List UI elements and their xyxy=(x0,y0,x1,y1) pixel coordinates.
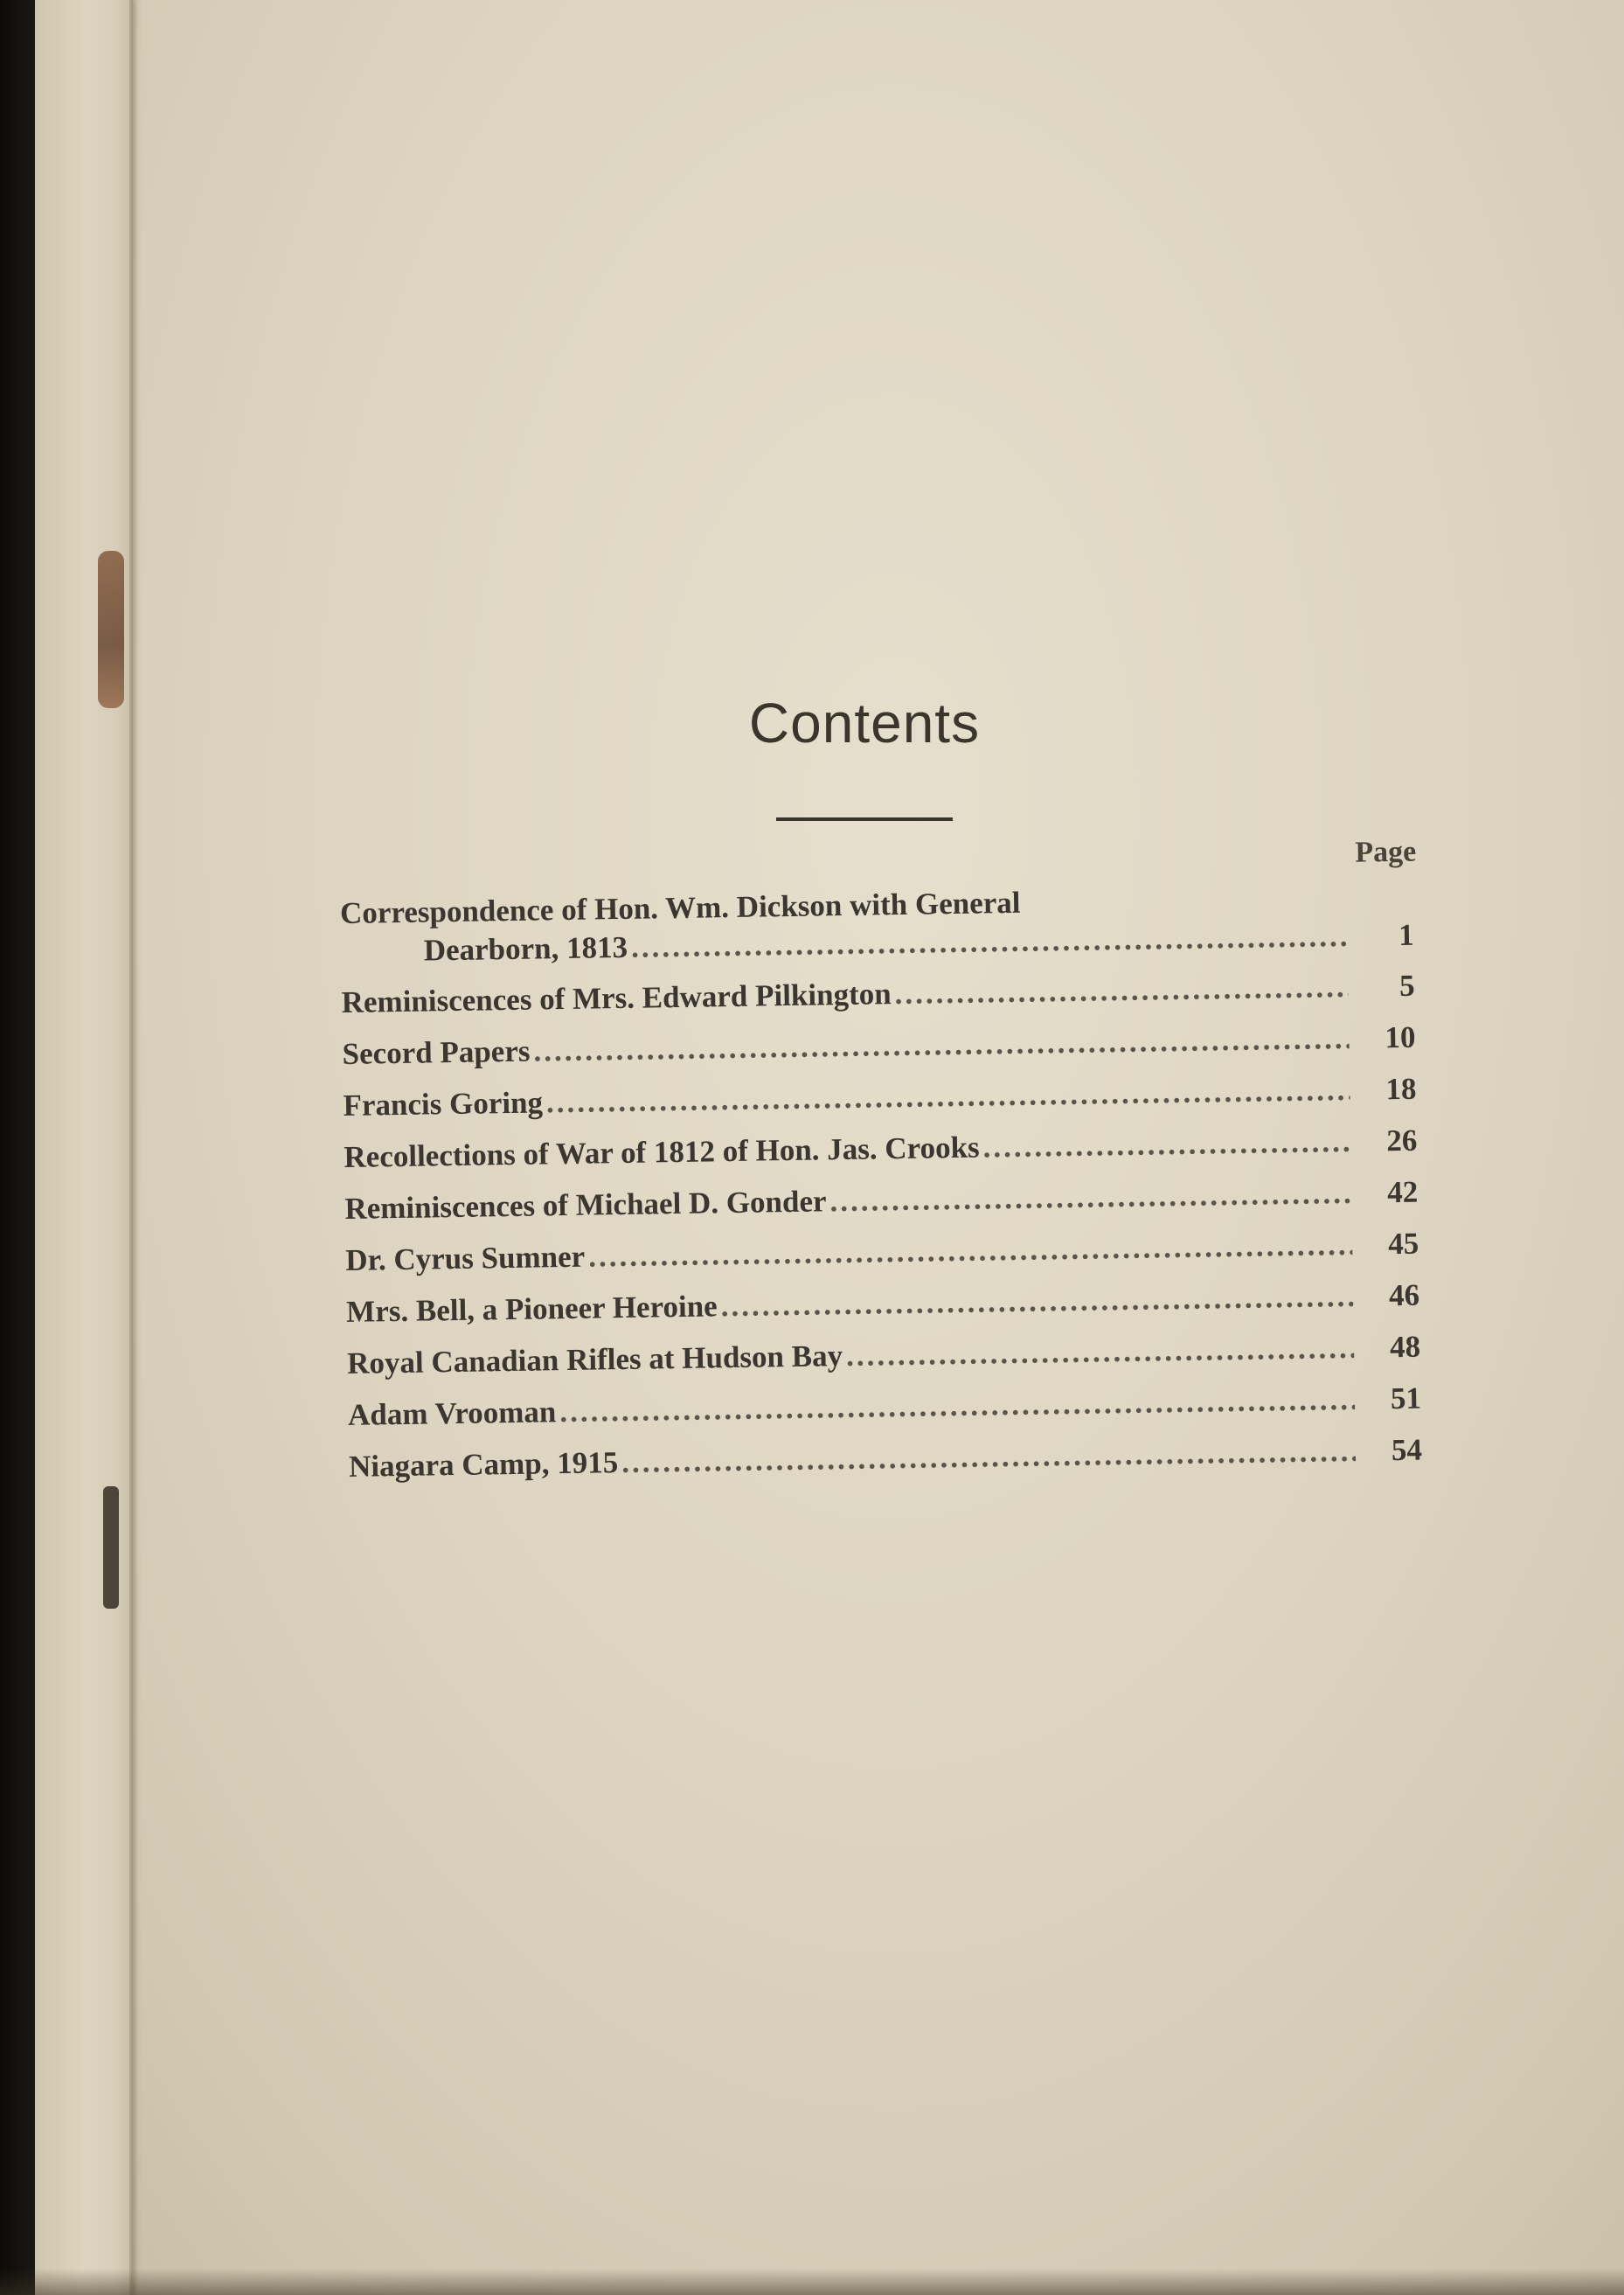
toc-entry xyxy=(343,1070,1417,1125)
toc-entry xyxy=(347,1328,1421,1383)
torn-flyleaf-edge xyxy=(35,0,133,2295)
toc-entry xyxy=(341,967,1415,1022)
toc-entry-page: 51 xyxy=(1390,1380,1422,1416)
page-column-header: Page xyxy=(1354,835,1417,869)
gutter-shadow xyxy=(129,0,138,2295)
toc-entry xyxy=(349,1431,1423,1486)
toc-entry-title: Reminiscences of Michael D. Gonder xyxy=(344,1184,827,1226)
toc-entry-title: Reminiscences of Mrs. Edward Pilkington xyxy=(341,977,892,1019)
dot-leader xyxy=(720,1277,1353,1325)
dot-leader xyxy=(546,1071,1350,1122)
toc-entry-page: 45 xyxy=(1387,1226,1419,1262)
toc-entry-page: 48 xyxy=(1389,1329,1421,1365)
rust-stain xyxy=(98,551,124,708)
toc-entry-page: 5 xyxy=(1398,968,1415,1003)
toc-entry xyxy=(346,1276,1420,1332)
toc-entry-title: Recollections of War of 1812 of Hon. Jas. Crooks xyxy=(344,1130,980,1174)
toc-entry-page: 42 xyxy=(1386,1174,1419,1210)
toc-entry-title: Dr. Cyrus Sumner xyxy=(345,1239,586,1277)
toc-entry-title: Adam Vrooman xyxy=(347,1394,557,1432)
toc-entry-page: 46 xyxy=(1388,1277,1420,1313)
binding-tab xyxy=(103,1486,119,1609)
dot-leader xyxy=(894,968,1349,1013)
dot-leader xyxy=(533,1019,1350,1071)
dot-leader xyxy=(621,1432,1356,1482)
toc-entry xyxy=(342,1019,1416,1074)
toc-entry-title: Correspondence of Hon. Wm. Dickson with General xyxy=(339,885,1021,930)
dot-leader xyxy=(846,1329,1355,1375)
page-title: Contents xyxy=(748,692,981,755)
table-of-contents xyxy=(339,835,1423,1484)
title-rule xyxy=(776,817,953,821)
toc-entry-title: Secord Papers xyxy=(342,1033,531,1071)
bottom-edge-shadow xyxy=(0,2269,1624,2295)
toc-entry-title: Mrs. Bell, a Pioneer Heroine xyxy=(345,1289,718,1329)
dot-leader xyxy=(559,1380,1355,1431)
toc-entry-continuation: Dearborn, 1813 xyxy=(423,929,628,968)
toc-entry xyxy=(344,1173,1419,1228)
toc-entry-title: Royal Canadian Rifles at Hudson Bay xyxy=(346,1339,843,1380)
toc-entry-page: 26 xyxy=(1386,1123,1418,1158)
dot-leader xyxy=(588,1226,1353,1276)
toc-entry-page: 54 xyxy=(1391,1432,1423,1468)
toc-entry xyxy=(344,1122,1418,1177)
dot-leader xyxy=(829,1174,1351,1221)
dot-leader xyxy=(982,1123,1350,1167)
toc-entry-title: Francis Goring xyxy=(343,1085,544,1123)
toc-entry-page: 1 xyxy=(1398,917,1414,952)
toc-entry-page: 10 xyxy=(1385,1019,1416,1055)
toc-entry-title: Niagara Camp, 1915 xyxy=(348,1445,619,1484)
toc-entry xyxy=(345,1225,1419,1280)
toc-entry-page: 18 xyxy=(1385,1071,1417,1107)
toc-entry xyxy=(348,1380,1422,1435)
